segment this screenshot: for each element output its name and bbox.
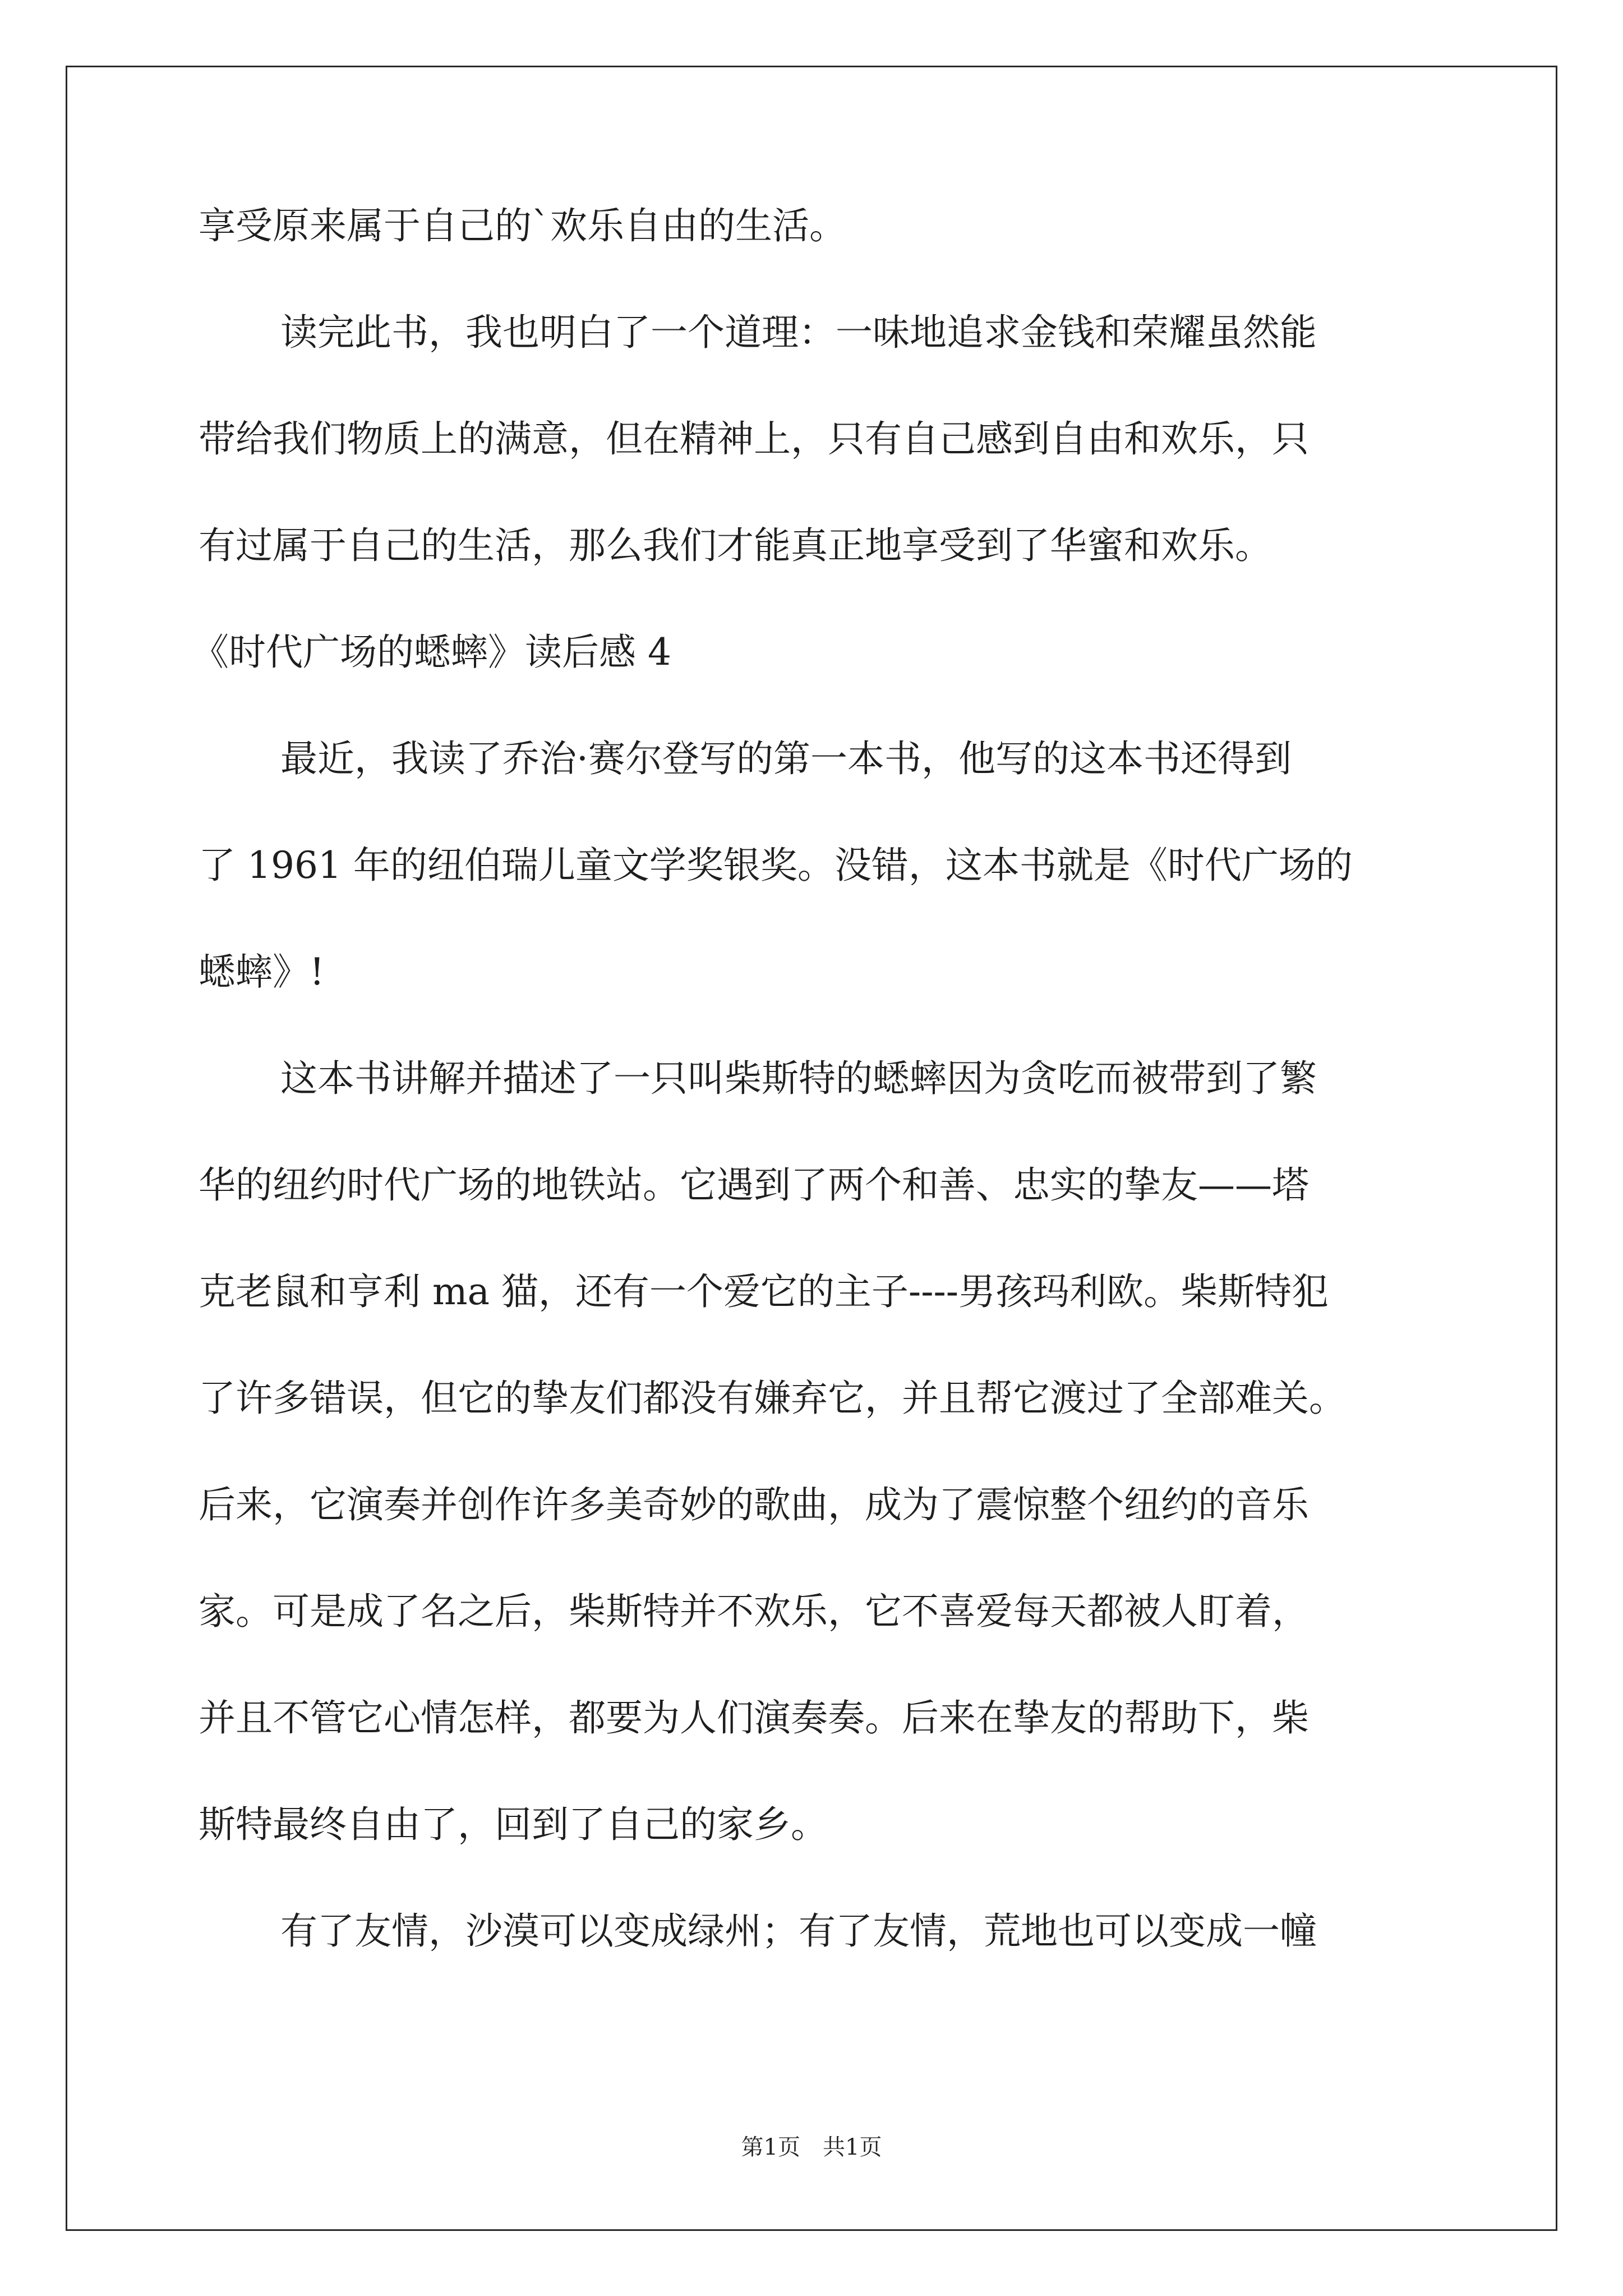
text-line: 享受原来属于自己的`欢乐自由的生活。 (199, 204, 846, 247)
text-line: 有过属于自己的生活，那么我们才能真正地享受到了华蜜和欢乐。 (199, 524, 1272, 567)
text-line: 华的纽约时代广场的地铁站。它遇到了两个和善、忠实的挚友——塔 (199, 1163, 1309, 1207)
text-line: 后来，它演奏并创作许多美奇妙的歌曲，成为了震惊整个纽约的音乐 (199, 1483, 1309, 1526)
text-line: 斯特最终自由了，回到了自己的家乡。 (199, 1803, 828, 1846)
text-line: 蟋蟀》! (199, 950, 325, 993)
text-line: 家。可是成了名之后，柴斯特并不欢乐，它不喜爱每天都被人盯着， (199, 1590, 1309, 1633)
paragraph-start-line: 最近，我读了乔治·赛尔登写的第一本书，他写的这本书还得到 (280, 737, 1292, 780)
paragraph-start-line: 有了友情，沙漠可以变成绿州；有了友情，荒地也可以变成一幢 (280, 1910, 1317, 1953)
page-border (66, 66, 1557, 2231)
text-line: 了许多错误，但它的挚友们都没有嫌弃它，并且帮它渡过了全部难关。 (199, 1377, 1346, 1420)
paragraph-start-line: 这本书讲解并描述了一只叫柴斯特的蟋蟀因为贪吃而被带到了繁 (280, 1057, 1317, 1100)
section-heading: 《时代广场的蟋蟀》读后感 4 (192, 631, 671, 674)
text-line: 克老鼠和亨利 ma 猫，还有一个爱它的主子----男孩玛利欧。柴斯特犯 (199, 1270, 1329, 1313)
text-line: 带给我们物质上的满意，但在精神上，只有自己感到自由和欢乐，只 (199, 417, 1309, 461)
page-footer: 第1页 共1页 (741, 2134, 882, 2160)
text-line: 了 1961 年的纽伯瑞儿童文学奖银奖。没错，这本书就是《时代广场的 (199, 844, 1353, 887)
text-line: 并且不管它心情怎样，都要为人们演奏奏。后来在挚友的帮助下，柴 (199, 1696, 1309, 1740)
paragraph-start-line: 读完此书，我也明白了一个道理：一味地追求金钱和荣耀虽然能 (280, 311, 1317, 354)
